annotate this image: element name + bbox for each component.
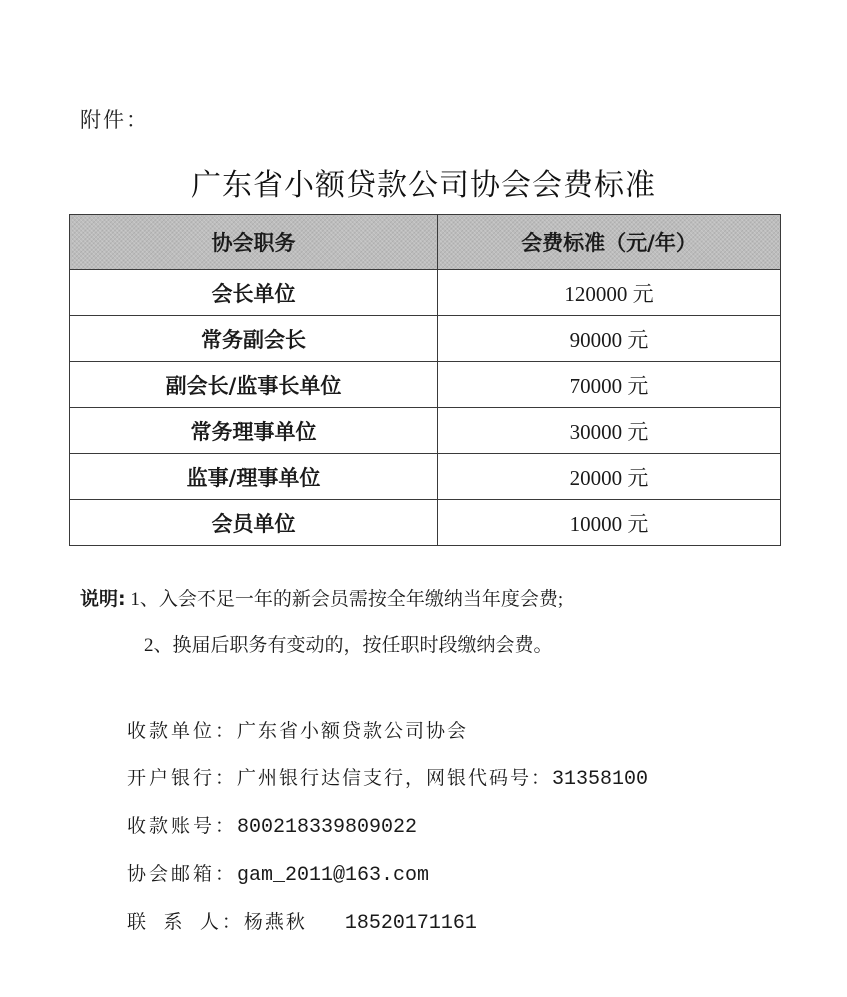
payee-row (127, 708, 648, 755)
notes-section (80, 576, 563, 669)
payee-label: 收款单位： (127, 720, 238, 742)
bank-code: 31358100 (552, 768, 649, 791)
header-role: 协会职务 (70, 215, 438, 270)
note-line-2 (80, 623, 563, 669)
role-cell: 会员单位 (70, 500, 438, 546)
attachment-label: 附件： (80, 108, 149, 132)
table-row (70, 270, 781, 316)
header-fee: 会费标准（元/年） (438, 215, 781, 270)
role-cell: 监事/理事单位 (70, 454, 438, 500)
fee-standard-table (69, 214, 781, 546)
fee-cell: 20000 元 (438, 454, 781, 500)
contact-person-label: 联 系 人： (127, 911, 244, 933)
bank-value: 广州银行达信支行，网银代码号： (237, 767, 553, 789)
role-cell: 会长单位 (70, 270, 438, 316)
bank-row (127, 755, 648, 803)
fee-cell: 70000 元 (438, 362, 781, 408)
contact-person-name: 杨燕秋 (243, 911, 307, 933)
role-cell: 常务理事单位 (70, 408, 438, 454)
notes-label: 说明: (80, 588, 126, 610)
fee-cell: 30000 元 (438, 408, 781, 454)
note-item-2: 2、换届后职务有变动的，按任职时段缴纳会费。 (144, 635, 553, 656)
table-row (70, 316, 781, 362)
account-label: 收款账号： (127, 815, 238, 837)
table-row (70, 500, 781, 546)
contact-person-row (127, 899, 648, 947)
role-cell: 常务副会长 (70, 316, 438, 362)
payee-value: 广东省小额贷款公司协会 (237, 720, 469, 742)
email-row (127, 851, 648, 899)
account-row (127, 803, 648, 851)
table-row (70, 408, 781, 454)
fee-cell: 10000 元 (438, 500, 781, 546)
account-number: 800218339809022 (237, 816, 418, 839)
table-header-row (70, 215, 781, 270)
email-label: 协会邮箱： (127, 863, 238, 885)
document-title: 广东省小额贷款公司协会会费标准 (191, 168, 656, 203)
role-cell: 副会长/监事长单位 (70, 362, 438, 408)
note-item-1: 1、入会不足一年的新会员需按全年缴纳当年度会费; (130, 589, 564, 610)
contact-section (127, 708, 648, 947)
bank-label: 开户银行： (127, 767, 238, 789)
note-line-1 (80, 576, 563, 623)
contact-phone: 18520171161 (344, 912, 477, 935)
fee-cell: 90000 元 (438, 316, 781, 362)
email-address[interactable]: gam_2011@163.com (237, 864, 430, 887)
table-row (70, 454, 781, 500)
fee-cell: 120000 元 (438, 270, 781, 316)
table-row (70, 362, 781, 408)
